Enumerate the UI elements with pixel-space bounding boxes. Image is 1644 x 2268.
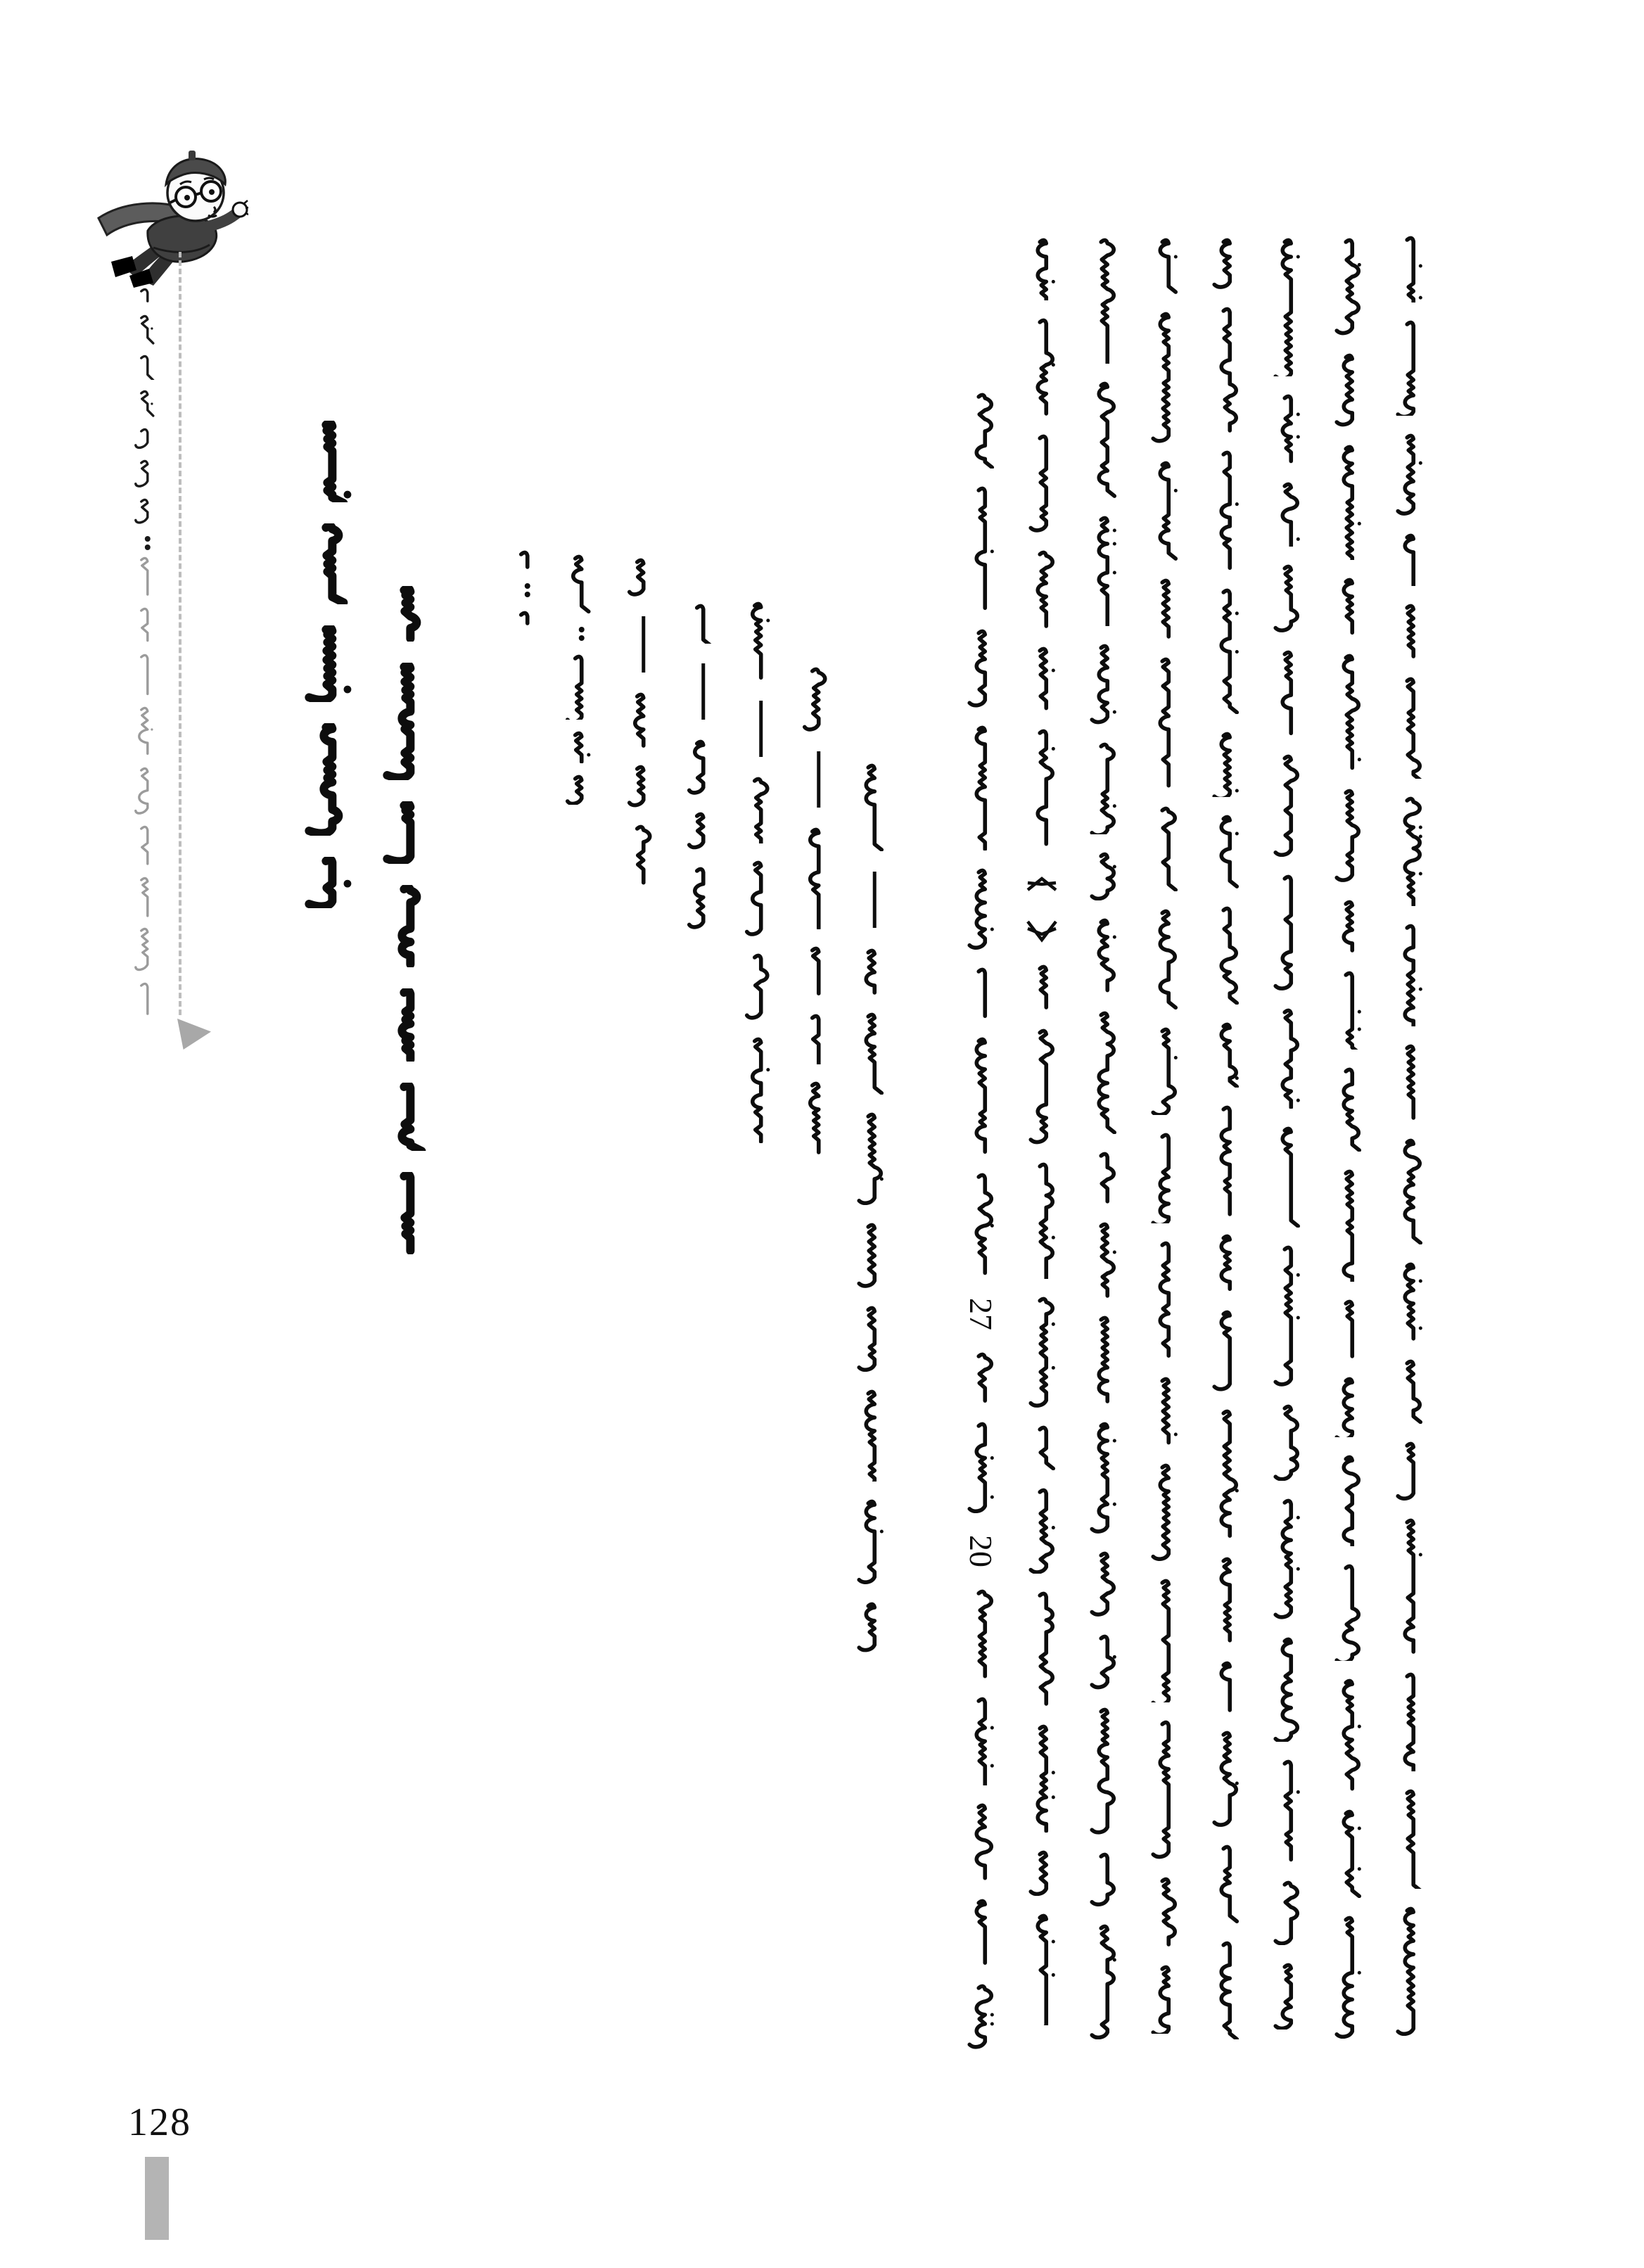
quote-open-icon (1024, 865, 1060, 897)
script-word (962, 629, 999, 708)
script-word (1207, 1731, 1244, 1827)
script-word (1268, 482, 1305, 547)
script-word (376, 885, 431, 967)
inline-dash (740, 698, 774, 760)
script-word (1330, 900, 1366, 953)
sidebar-note-lead-black (130, 287, 158, 552)
script-word (1207, 307, 1244, 433)
script-word (1024, 238, 1060, 300)
script-word (740, 777, 774, 843)
script-word (1146, 578, 1183, 639)
script-word (1024, 646, 1060, 711)
script-word (130, 766, 158, 815)
script-word (962, 1984, 999, 2049)
script-word (1024, 1724, 1060, 1833)
script-word (682, 867, 716, 929)
script-word (1085, 852, 1121, 900)
script-word (1330, 353, 1366, 427)
script-word (962, 725, 999, 850)
script-word (852, 1012, 888, 1095)
script-word (852, 948, 888, 995)
script-word (740, 1037, 774, 1143)
script-word (130, 653, 158, 696)
script-word (1268, 1880, 1305, 1945)
script-word (962, 967, 999, 1019)
script-word (1391, 1138, 1427, 1244)
script-word (1330, 1067, 1366, 1152)
script-word (1391, 1044, 1427, 1121)
script-word (1024, 1297, 1060, 1408)
script-word (962, 486, 999, 611)
script-word (1207, 1022, 1244, 1088)
hand (233, 203, 247, 217)
article-title-column (376, 586, 431, 1254)
script-word (130, 876, 158, 917)
script-word (1024, 1488, 1060, 1574)
script-word (130, 389, 158, 418)
script-word (1268, 1637, 1305, 1742)
script-word (1085, 1315, 1121, 1404)
script-word (561, 731, 594, 763)
quote-close-icon (1024, 915, 1060, 947)
script-word (1391, 924, 1427, 1026)
script-word (130, 497, 158, 525)
script-word (1268, 874, 1305, 990)
script-word (1330, 445, 1366, 560)
inline-dash (798, 748, 831, 810)
script-word (1268, 1759, 1305, 1863)
script-word (1330, 1299, 1366, 1359)
script-word (1207, 238, 1244, 289)
script-word (1085, 381, 1121, 498)
script-word (682, 604, 716, 644)
body-text-column (1268, 238, 1305, 2030)
script-word (1268, 1498, 1305, 1619)
script-word (1085, 1422, 1121, 1534)
script-word (1146, 1877, 1183, 1947)
script-word (1330, 789, 1366, 882)
script-word (1330, 1916, 1366, 2039)
script-word (740, 601, 774, 681)
script-word (962, 1589, 999, 1679)
script-word (1330, 238, 1366, 336)
script-word (962, 1352, 999, 1404)
dashed-divider (179, 252, 181, 1015)
script-word (376, 801, 431, 864)
script-word (1391, 1906, 1427, 2036)
script-word (1146, 1463, 1183, 1561)
script-word (852, 1306, 888, 1372)
script-word (852, 1112, 888, 1205)
script-word (298, 421, 353, 502)
script-word (798, 827, 831, 929)
script-word (1146, 1965, 1183, 2034)
script-word (1146, 657, 1183, 789)
script-word (130, 981, 158, 1017)
script-word (130, 427, 158, 450)
script-word (1085, 1707, 1121, 1835)
script-word (1146, 1579, 1183, 1702)
script-word (130, 354, 158, 380)
script-word (1330, 578, 1366, 636)
script-word (298, 723, 353, 836)
script-word (1146, 312, 1183, 443)
script-word (1146, 806, 1183, 891)
script-word (1085, 1222, 1121, 1298)
body-text-column (1024, 238, 1060, 2025)
script-word (1391, 1262, 1427, 1342)
script-word (1024, 1850, 1060, 1896)
script-word (623, 692, 656, 748)
script-word (1207, 1310, 1244, 1391)
verse-line (682, 604, 716, 929)
script-word (1207, 1941, 1244, 2039)
script-word (852, 1602, 888, 1652)
script-word (1391, 1441, 1427, 1501)
body-text-column (1391, 236, 1427, 2036)
script-word (1330, 1377, 1366, 1437)
script-word (1207, 1409, 1244, 1539)
script-word (1024, 1425, 1060, 1470)
colon-mark (506, 581, 540, 599)
script-word (506, 550, 540, 570)
script-word (623, 558, 656, 597)
script-word (1085, 1852, 1121, 1906)
inline-number: 20 (963, 1535, 999, 1567)
script-word (962, 1697, 999, 1785)
page-number: 128 (128, 2101, 191, 2144)
script-word (1391, 677, 1427, 779)
script-word (852, 1499, 888, 1584)
script-word (1024, 1028, 1060, 1145)
script-word (376, 1083, 431, 1151)
script-word (1268, 650, 1305, 737)
script-word (1146, 238, 1183, 294)
script-word (962, 1899, 999, 1966)
script-word (1207, 1105, 1244, 1216)
colon-mark (130, 534, 158, 552)
inline-dash (682, 661, 716, 722)
script-word (1330, 654, 1366, 771)
script-word (298, 523, 353, 604)
script-word (1085, 742, 1121, 834)
script-word (1024, 729, 1060, 847)
script-word (376, 586, 431, 642)
script-word (1330, 971, 1366, 1050)
inline-number: 27 (963, 1298, 999, 1330)
script-word (1085, 1152, 1121, 1204)
script-word (1391, 604, 1427, 659)
script-word (962, 1803, 999, 1881)
script-word (798, 1081, 831, 1156)
footer-bar (145, 2157, 169, 2240)
script-word (1024, 434, 1060, 533)
script-word (1268, 1245, 1305, 1387)
eye (184, 195, 190, 200)
script-word (1146, 1027, 1183, 1115)
script-word (1207, 1557, 1244, 1643)
script-word (561, 775, 594, 805)
script-word (1085, 1551, 1121, 1617)
body-text-column (1207, 238, 1244, 2039)
script-word (130, 706, 158, 757)
script-word (506, 611, 540, 627)
script-word (130, 287, 158, 305)
script-word (798, 946, 831, 997)
sidebar-note-tail-gray (130, 556, 158, 1017)
inline-dash (623, 613, 656, 675)
body-text-column (1085, 238, 1121, 2039)
script-word (1085, 1924, 1121, 2039)
script-word (1024, 1162, 1060, 1279)
body-text-column (1146, 238, 1183, 2034)
script-word (1085, 1634, 1121, 1690)
byline-line (506, 550, 540, 627)
verse-line (740, 601, 774, 1143)
script-word (1207, 1661, 1244, 1713)
script-word (1391, 1359, 1427, 1424)
verse-line (798, 667, 831, 1156)
script-word (1146, 461, 1183, 561)
script-word (798, 667, 831, 732)
script-word (1207, 732, 1244, 797)
body-text-column (962, 393, 999, 2049)
script-word (962, 393, 999, 469)
script-word (852, 763, 888, 851)
script-word (1330, 1455, 1366, 1546)
script-word (1146, 909, 1183, 1009)
script-word (298, 857, 353, 908)
script-word (1024, 964, 1060, 1011)
script-word (1024, 1913, 1060, 2025)
script-word (852, 1389, 888, 1482)
script-word (1085, 516, 1121, 626)
script-word (1207, 815, 1244, 888)
inline-dash (852, 869, 888, 931)
script-word (1207, 450, 1244, 571)
script-word (376, 988, 431, 1062)
script-word (1391, 533, 1427, 586)
script-word (740, 953, 774, 1020)
script-word (1207, 1845, 1244, 1923)
script-word (130, 459, 158, 488)
script-word (740, 860, 774, 936)
eye (209, 189, 215, 195)
script-word (561, 554, 594, 613)
script-word (623, 765, 656, 808)
mascot-illustration (83, 148, 248, 288)
script-word (1146, 1133, 1183, 1223)
script-word (1330, 1678, 1366, 1792)
hat-knob (189, 151, 196, 160)
script-word (1146, 1720, 1183, 1859)
script-word (1024, 1591, 1060, 1707)
script-word (1085, 644, 1121, 725)
script-word (1146, 1241, 1183, 1359)
script-word (1391, 320, 1427, 416)
script-word (561, 654, 594, 720)
script-word (1391, 1672, 1427, 1771)
script-word (1268, 238, 1305, 376)
divider-arrow-icon (177, 1019, 211, 1050)
script-word (1330, 1169, 1366, 1282)
article-title-column (298, 421, 353, 908)
script-word (1085, 238, 1121, 364)
script-word (130, 926, 158, 972)
script-word (130, 556, 158, 597)
body-text-column (1330, 238, 1366, 2039)
script-word (962, 868, 999, 950)
script-word (1330, 1809, 1366, 1898)
script-word (376, 663, 431, 780)
script-word (1268, 1404, 1305, 1481)
script-word (1391, 433, 1427, 516)
verse-line (623, 558, 656, 886)
script-word (962, 1037, 999, 1155)
script-word (1207, 588, 1244, 714)
script-word (682, 812, 716, 850)
script-word (130, 314, 158, 345)
colon-mark (561, 625, 594, 643)
script-word (1207, 906, 1244, 1005)
script-word (1391, 796, 1427, 906)
script-word (298, 625, 353, 702)
script-word (1391, 1789, 1427, 1889)
body-text-column (852, 763, 888, 1652)
script-word (1207, 1234, 1244, 1292)
script-word (623, 824, 656, 886)
script-word (1391, 236, 1427, 302)
script-word (1085, 1011, 1121, 1134)
script-word (962, 1173, 999, 1276)
script-word (1391, 1518, 1427, 1655)
script-word (1085, 918, 1121, 993)
script-word (852, 1223, 888, 1288)
script-word (682, 739, 716, 795)
script-word (1330, 1564, 1366, 1661)
script-word (1268, 754, 1305, 857)
script-word (1268, 1126, 1305, 1228)
script-word (962, 1422, 999, 1513)
script-word (1268, 1008, 1305, 1109)
script-word (376, 1172, 431, 1254)
script-word (130, 606, 158, 644)
byline-line (561, 554, 594, 805)
script-word (798, 1014, 831, 1064)
script-word (1268, 564, 1305, 632)
script-word (1024, 550, 1060, 629)
script-word (1146, 1377, 1183, 1446)
script-word (1268, 394, 1305, 464)
script-word (130, 824, 158, 867)
script-word (1024, 318, 1060, 416)
script-word (1268, 1963, 1305, 2030)
